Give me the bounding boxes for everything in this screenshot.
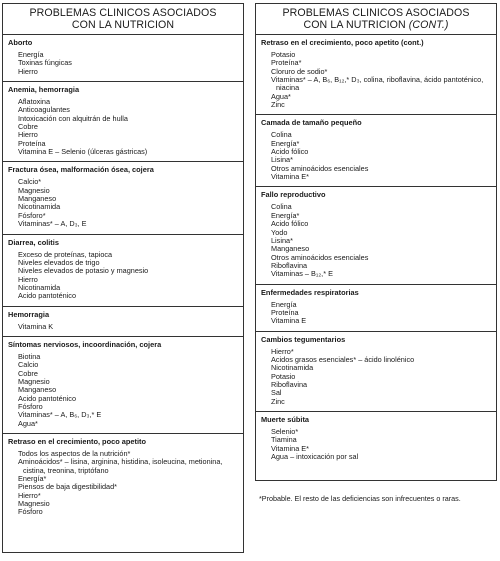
- list-item: Fósforo: [18, 507, 43, 517]
- list-item: Manganeso: [18, 194, 57, 204]
- section: [3, 235, 243, 307]
- list-item: Exceso de proteínas, tapioca: [18, 249, 113, 259]
- section-heading: Diarrea, colitis: [8, 237, 59, 247]
- list-item: Proteína: [18, 138, 46, 148]
- list-item: Agua – intoxicación por sal: [271, 452, 359, 462]
- section-heading: Cambios tegumentarios: [261, 334, 346, 344]
- list-item: Vitamina E*: [271, 172, 309, 182]
- list-item: Niveles elevados de potasio y magnesio: [18, 266, 149, 276]
- section-heading: Síntomas nerviosos, incoordinación, cojera: [8, 339, 162, 349]
- left-table: [2, 3, 244, 553]
- list-item: Riboflavina: [271, 379, 308, 389]
- list-item: Yodo: [271, 227, 288, 237]
- right-title-line1: PROBLEMAS CLINICOS ASOCIADOS: [282, 7, 470, 19]
- list-item: Zinc: [271, 100, 285, 110]
- section-heading: Retraso en el crecimiento, poco apetito: [8, 437, 146, 446]
- list-item: Acido pantoténico: [18, 393, 77, 403]
- list-item: Nicotinamida: [18, 202, 61, 212]
- list-item: Calcio*: [18, 177, 42, 187]
- section: [3, 162, 243, 234]
- left-title-line2: CON LA NUTRICION: [71, 18, 175, 31]
- section: [3, 35, 243, 82]
- section: [3, 307, 243, 337]
- list-item: Colina: [271, 130, 292, 140]
- list-item: Biotina: [18, 351, 41, 361]
- list-item: Sal: [271, 388, 282, 398]
- list-item: Aminoácidos* – lisina, arginina, histidina, isoleucina, metionina, cistina, treonina, triptófano: [18, 457, 223, 475]
- list-item: Agua*: [18, 418, 38, 428]
- list-item: Proteína: [271, 307, 299, 317]
- list-item: Nicotinamida: [271, 363, 314, 373]
- list-item: Zinc: [271, 396, 285, 406]
- list-item: Niveles elevados de trigo: [18, 257, 100, 267]
- section-heading: Enfermedades respiratorias: [261, 287, 359, 297]
- list-item: Hierro: [18, 130, 38, 140]
- section: [3, 82, 243, 162]
- list-item: Piensos de baja digestibilidad*: [18, 482, 117, 492]
- list-item: Magnesio: [18, 185, 50, 195]
- left-title-line1: PROBLEMAS CLINICOS ASOCIADOS: [29, 7, 217, 19]
- section: [3, 434, 243, 522]
- list-item: Lisina*: [271, 155, 293, 165]
- list-item: Selenio*: [271, 427, 299, 436]
- section: [256, 412, 496, 466]
- section-heading: Camada de tamaño pequeño: [261, 118, 362, 128]
- list-item: Vitamina E – Selenio (úlceras gástricas): [18, 147, 148, 157]
- section: [256, 115, 496, 187]
- list-item: Manganeso: [271, 244, 310, 254]
- list-item: Proteína*: [271, 58, 302, 68]
- list-item: Vitamina E*: [271, 443, 309, 453]
- list-item: Vitaminas* – A, D₃, E: [18, 219, 87, 229]
- list-item: Riboflavina: [271, 260, 308, 270]
- list-item: Tiamina: [271, 435, 297, 445]
- list-item: Vitaminas – B₁₂,* E: [271, 269, 333, 279]
- list-item: Potasio: [271, 50, 296, 59]
- right-sections: [256, 35, 496, 466]
- list-item: Hierro*: [271, 346, 294, 356]
- list-item: Vitamina E: [271, 316, 307, 326]
- left-title: [3, 4, 243, 35]
- list-item: Vitamina K: [18, 321, 54, 331]
- list-item: Hierro*: [18, 490, 41, 500]
- list-item: Hierro: [18, 66, 38, 76]
- right-title: [256, 4, 496, 35]
- list-item: Nicotinamida: [18, 282, 61, 292]
- list-item: Cloruro de sodio*: [271, 66, 328, 76]
- list-item: Acido fólico: [271, 147, 309, 157]
- list-item: Magnesio: [18, 376, 50, 386]
- list-item: Intoxicación con alquitrán de hulla: [18, 113, 128, 123]
- list-item: Colina: [271, 202, 292, 212]
- list-item: Cobre: [18, 368, 38, 378]
- list-item: Todos los aspectos de la nutrición*: [18, 449, 131, 458]
- list-item: Calcio: [18, 360, 39, 370]
- list-item: Acidos grasos esenciales* – ácido linolénico: [271, 354, 415, 364]
- right-title-main: CON LA NUTRICION: [303, 18, 406, 31]
- right-table: [255, 3, 497, 481]
- section-heading: Muerte súbita: [261, 415, 310, 424]
- section-heading: Fallo reproductivo: [261, 190, 326, 200]
- section: [256, 35, 496, 115]
- list-item: Toxinas fúngicas: [18, 58, 72, 68]
- footnote: *Probable. El resto de las deficiencias son infrecuentes o raras.: [259, 494, 461, 503]
- list-item: Acido fólico: [271, 219, 309, 229]
- list-item: Cobre: [18, 122, 38, 132]
- right-title-line2: [258, 20, 494, 32]
- list-item: Agua*: [271, 91, 291, 101]
- list-item: Potasio: [271, 371, 296, 381]
- list-item: Manganeso: [18, 385, 57, 395]
- list-item: Otros aminoácidos esenciales: [271, 163, 369, 173]
- list-item: Energía: [271, 299, 297, 309]
- list-item: Energía*: [271, 138, 300, 148]
- section-heading: Retraso en el crecimiento, poco apetito (cont.): [261, 38, 424, 47]
- list-item: Otros aminoácidos esenciales: [271, 252, 369, 262]
- section-heading: Fractura ósea, malformación ósea, cojera: [8, 165, 154, 175]
- left-sections: [3, 35, 243, 522]
- list-item: Fósforo*: [18, 210, 46, 220]
- list-item: Acido pantoténico: [18, 291, 77, 301]
- list-item: Vitaminas* – A, B₆, D₃,* E: [18, 410, 102, 420]
- section: [256, 332, 496, 412]
- list-item: Fósforo: [18, 401, 43, 411]
- section: [3, 337, 243, 434]
- section-heading: Hemorragia: [8, 309, 50, 319]
- list-item: Vitaminas* – A, B₆, B₁₂,* D₃, colina, riboflavina, ácido pantoténico, niacina: [271, 75, 484, 93]
- list-item: Energía*: [271, 210, 300, 220]
- list-item: Anticoagulantes: [18, 105, 70, 115]
- section-heading: Aborto: [8, 38, 33, 47]
- list-item: Lisina*: [271, 235, 293, 245]
- list-item: Aflatoxina: [18, 97, 51, 107]
- list-item: Magnesio: [18, 499, 50, 509]
- list-item: Energía*: [18, 474, 47, 484]
- section-heading: Anemia, hemorragia: [8, 85, 80, 95]
- right-title-suffix: (CONT.): [408, 18, 449, 31]
- list-item: Hierro: [18, 274, 38, 284]
- section: [256, 187, 496, 284]
- list-item: Energía: [18, 50, 44, 59]
- section: [256, 285, 496, 332]
